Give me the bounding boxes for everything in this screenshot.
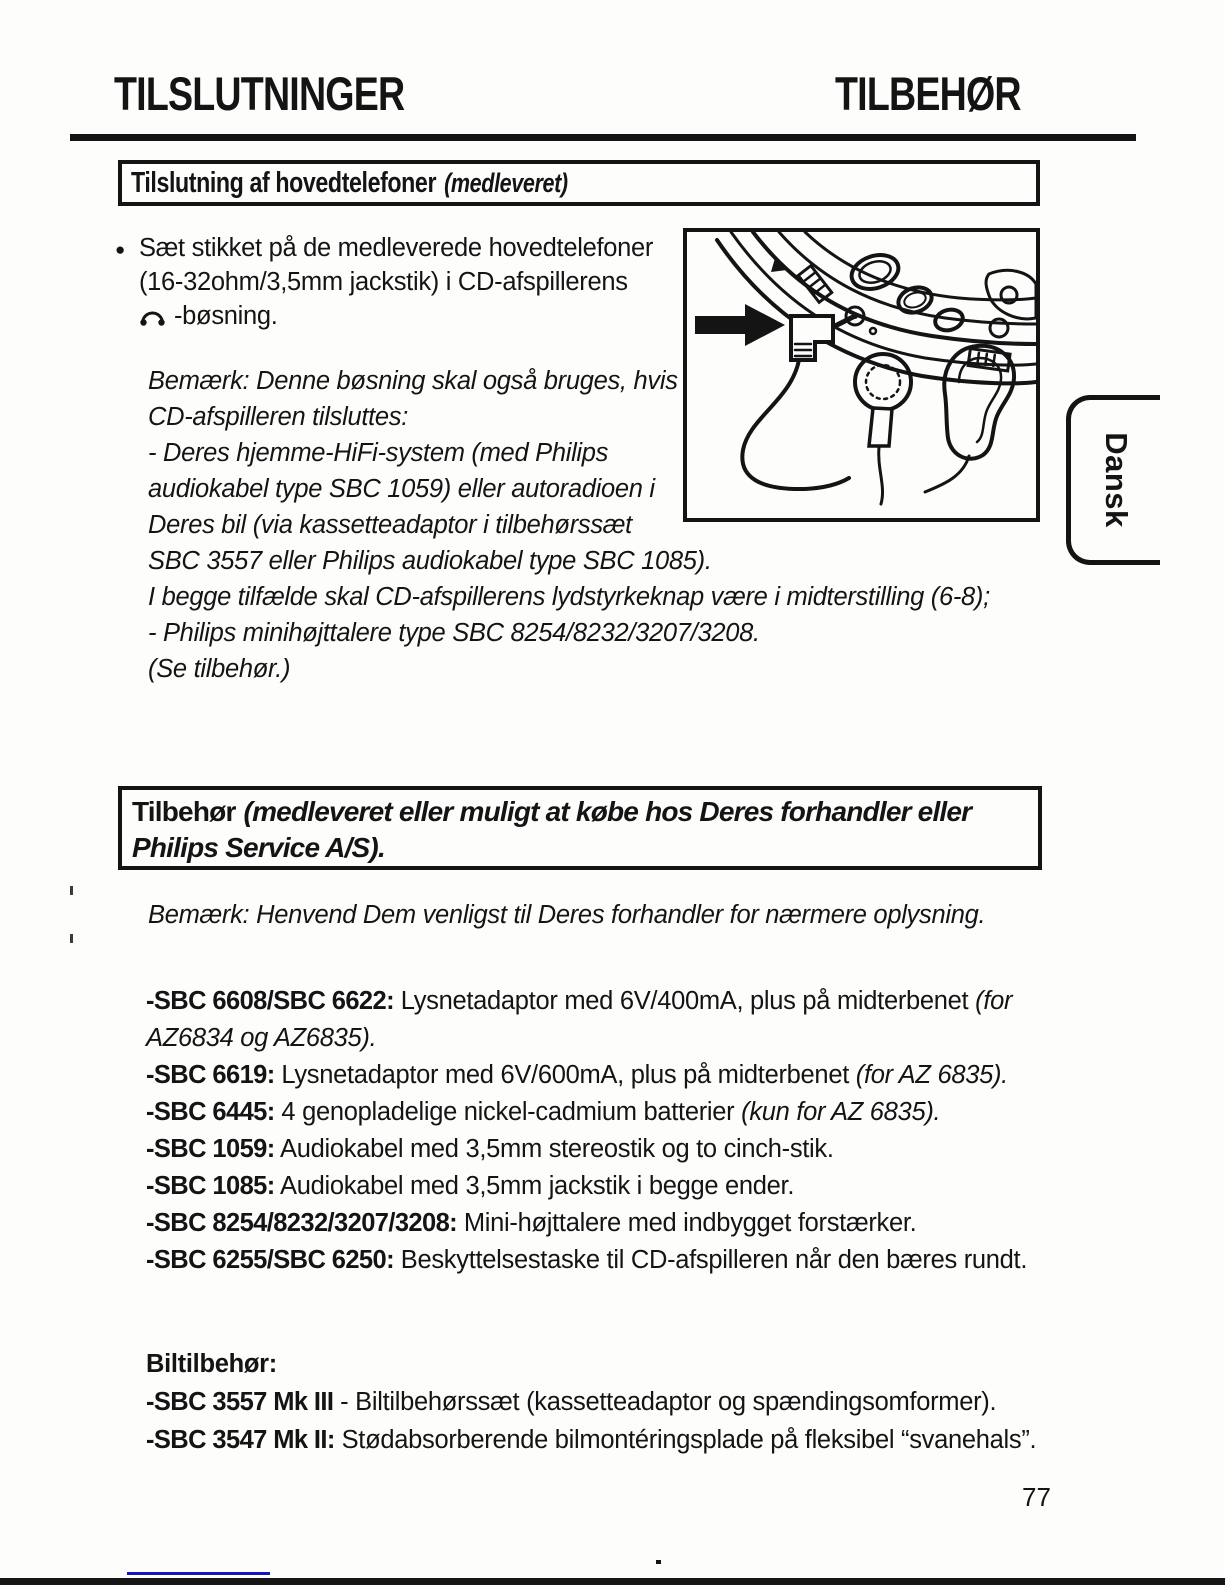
list-item: -SBC 1059: Audiokabel med 3,5mm stereostik og to cinch-stik. — [146, 1135, 834, 1163]
page-title-right: TILBEHØR — [835, 67, 1021, 120]
instruction-line: Sæt stikket på de medleverede hovedtelefoner — [138, 234, 654, 262]
bottom-blue-line — [127, 1572, 270, 1575]
section-heading-accessories — [118, 786, 1042, 870]
list-item: -SBC 6608/SBC 6622: Lysnetadaptor med 6V/400mA, plus på midterbenet (for AZ6834 og AZ6835). — [146, 987, 1013, 1052]
page-number: 77 — [1022, 1482, 1051, 1512]
arrow-icon — [695, 304, 785, 346]
note-line: - Philips minihøjttalere type SBC 8254/8232/3207/3208. — [148, 619, 760, 647]
instruction-line: -bøsning. — [139, 299, 653, 333]
note-line: Deres bil (via kassetteadaptor i tilbehørssæt — [148, 511, 632, 539]
section-title: Tilbehør — [132, 796, 236, 827]
scan-speck — [656, 1560, 661, 1564]
language-tab-label: Dansk — [1098, 432, 1134, 528]
note-line: Bemærk: Denne bøsning skal også bruges, hvis — [148, 367, 678, 395]
note-line: - Deres hjemme-HiFi-system (med Philips — [148, 439, 609, 467]
headphones-instruction — [113, 231, 688, 333]
list-item: -SBC 6255/SBC 6250: Beskyttelsestaske til CD-afspilleren når den bæres rundt. — [146, 1246, 1028, 1274]
headphones-icon — [139, 306, 166, 327]
page-edge-strip — [0, 1578, 1225, 1585]
page-title-left: TILSLUTNINGER — [114, 67, 405, 120]
bullet-icon: ● — [115, 240, 125, 259]
list-item: -SBC 1085: Audiokabel med 3,5mm jackstik i begge ender. — [146, 1172, 795, 1200]
section-title-note: (medleveret eller muligt at købe hos Deres forhandler eller — [243, 796, 972, 827]
headphones-note — [148, 363, 990, 687]
section-title-note: (medleveret) — [444, 167, 568, 198]
section-title: Tilslutning af hovedtelefoner — [131, 166, 437, 199]
margin-mark — [70, 886, 73, 895]
list-item: -SBC 3557 Mk III - Biltilbehørssæt (kassetteadaptor og spændingsomformer). — [146, 1388, 997, 1416]
list-item: -SBC 6445: 4 genopladelige nickel-cadmium batterier (kun for AZ 6835). — [146, 1098, 941, 1126]
section-title-note: Philips Service A/S). — [132, 832, 385, 863]
list-item: -SBC 8254/8232/3207/3208: Mini-højttalere med indbygget forstærker. — [146, 1209, 917, 1237]
list-item: -SBC 6619: Lysnetadaptor med 6V/600mA, plus på midterbenet (for AZ 6835). — [146, 1061, 1008, 1089]
note-line: SBC 3557 eller Philips audiokabel type SBC 1085). — [148, 547, 712, 575]
note-line: I begge tilfælde skal CD-afspillerens lydstyrkeknap være i midterstilling (6-8); — [148, 583, 990, 611]
margin-mark — [70, 934, 73, 943]
accessories-list — [146, 983, 1051, 1279]
note-line: audiokabel type SBC 1059) eller autoradioen i — [148, 475, 655, 503]
header-rule — [70, 134, 1136, 141]
dealer-note: Bemærk: Henvend Dem venligst til Deres forhandler for nærmere oplysning. — [148, 901, 986, 929]
car-accessories-title: Biltilbehør: — [146, 1350, 277, 1378]
section-heading-headphones — [118, 160, 1040, 206]
note-line: CD-afspilleren tilsluttes: — [148, 403, 409, 431]
note-line: (Se tilbehør.) — [148, 655, 291, 683]
list-item: -SBC 3547 Mk II: Stødabsorberende bilmontéringsplade på fleksibel “svanehals”. — [146, 1426, 1037, 1454]
instruction-line: (16-32ohm/3,5mm jackstik) i CD-afspillerens — [138, 268, 628, 296]
car-accessories-list — [146, 1345, 1071, 1459]
language-tab-dansk — [1066, 395, 1160, 565]
